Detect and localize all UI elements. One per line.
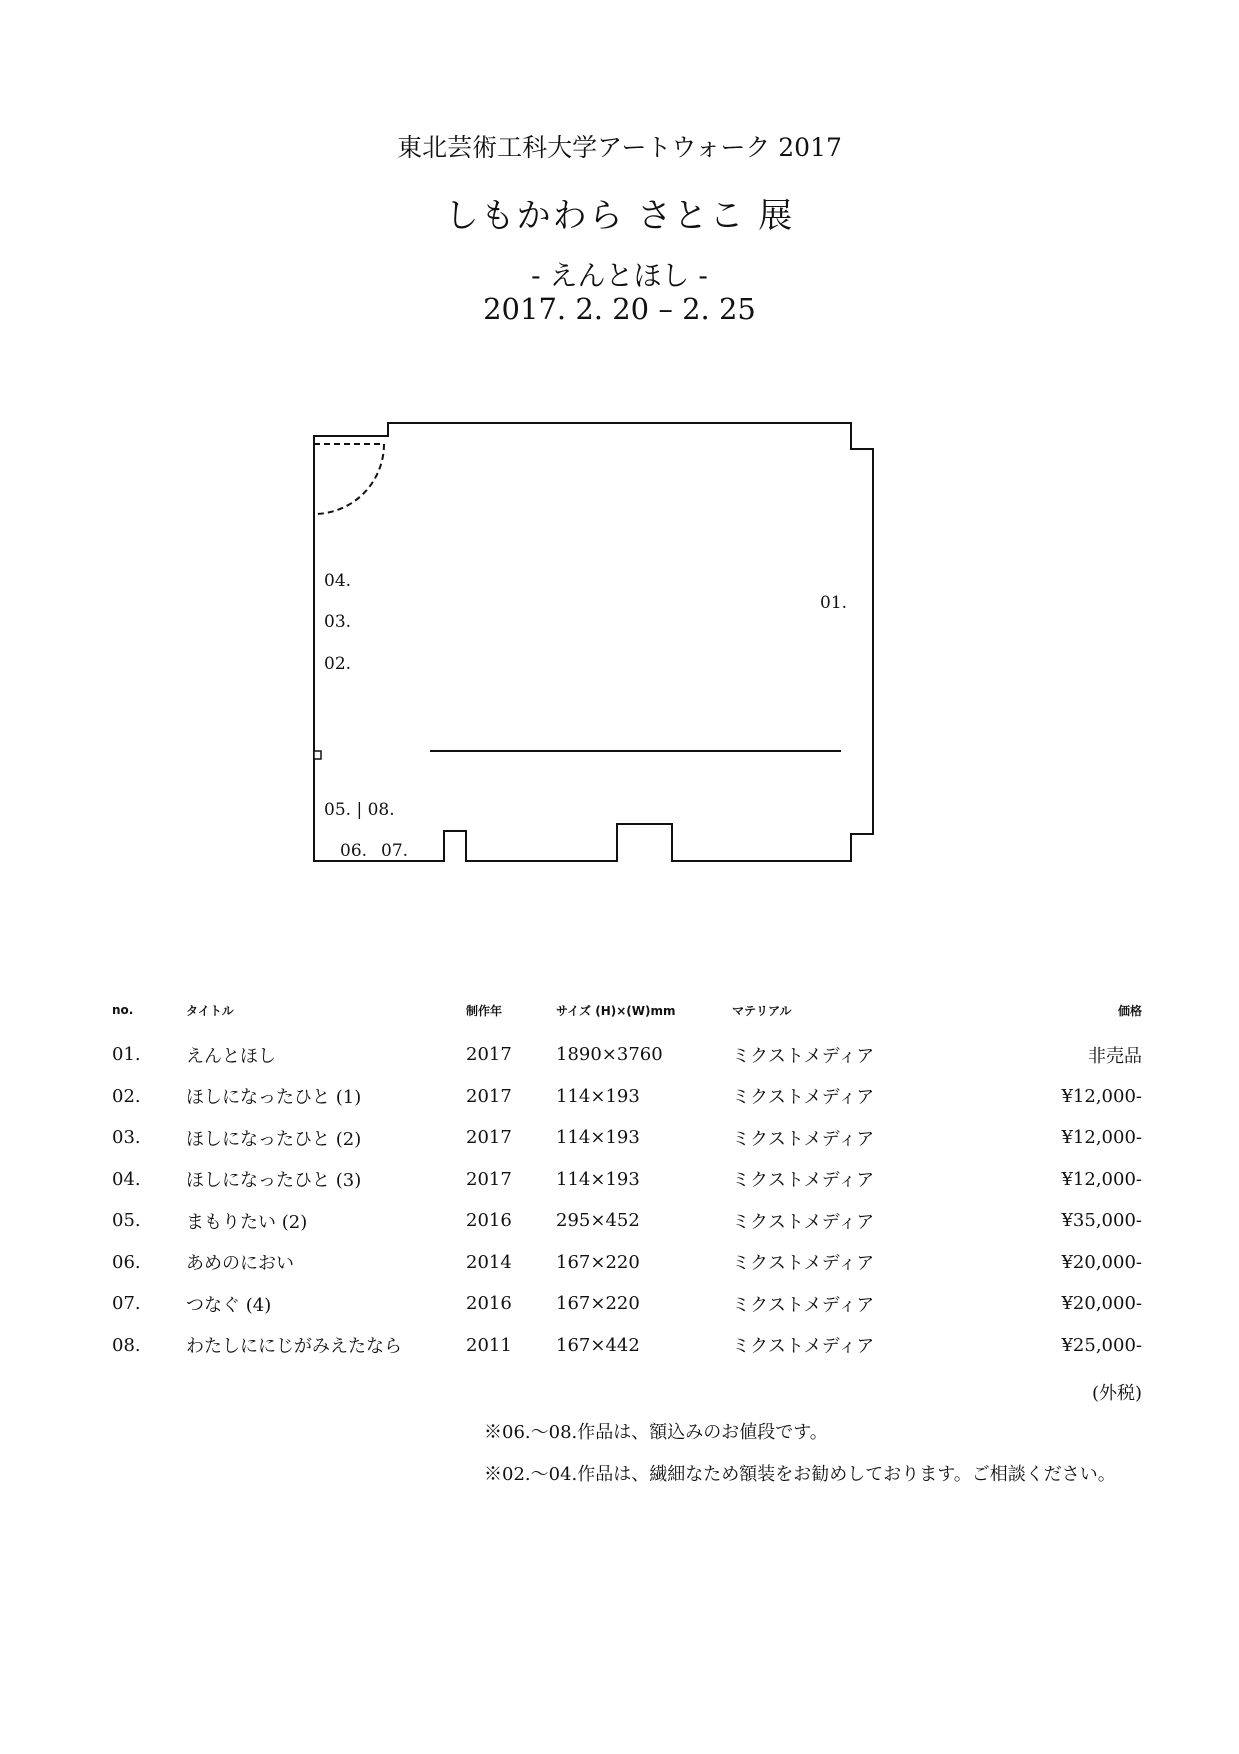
cell-material: ミクストメディア	[732, 1294, 875, 1316]
cell-no: 08.	[112, 1334, 141, 1356]
cell-material: ミクストメディア	[732, 1253, 875, 1275]
cell-year: 2016	[466, 1210, 512, 1232]
cell-title: ほしになったひと (1)	[186, 1087, 362, 1109]
plan-label-03: 03.	[324, 612, 352, 632]
header-price: 価格	[1117, 1003, 1142, 1018]
cell-no: 07.	[112, 1293, 141, 1315]
table-row	[112, 1325, 1142, 1367]
exhibition-dates: 2017. 2. 20 – 2. 25	[483, 292, 756, 326]
table-row	[112, 1159, 1142, 1201]
cell-price: ¥25,000-	[1061, 1334, 1142, 1356]
cell-year: 2017	[466, 1168, 512, 1190]
header-year: 制作年	[466, 1003, 503, 1018]
plan-label-04: 04.	[324, 571, 352, 591]
tax-note: (外税)	[1091, 1383, 1142, 1404]
cell-no: 01.	[112, 1044, 141, 1066]
floor-plan-door	[314, 444, 384, 514]
header-no: no.	[112, 1003, 134, 1017]
cell-material: ミクストメディア	[732, 1211, 875, 1233]
cell-size: 167×220	[556, 1293, 640, 1315]
cell-material: ミクストメディア	[732, 1045, 875, 1067]
table-row	[112, 1076, 1142, 1118]
cell-material: ミクストメディア	[732, 1170, 875, 1192]
cell-no: 04.	[112, 1168, 141, 1190]
cell-title: ほしになったひと (2)	[186, 1128, 362, 1150]
cell-size: 295×452	[556, 1210, 640, 1232]
table-row	[112, 1242, 1142, 1284]
cell-price: ¥12,000-	[1061, 1127, 1142, 1149]
cell-price: ¥20,000-	[1061, 1251, 1142, 1273]
cell-price: 非売品	[1088, 1045, 1142, 1067]
cell-material: ミクストメディア	[732, 1087, 875, 1109]
cell-material: ミクストメディア	[732, 1128, 875, 1150]
plan-label-07: 07.	[381, 841, 409, 861]
cell-year: 2016	[466, 1293, 512, 1315]
cell-year: 2014	[466, 1251, 512, 1273]
table-row	[112, 1117, 1142, 1159]
header-material: マテリアル	[732, 1003, 792, 1018]
cell-price: ¥35,000-	[1061, 1210, 1142, 1232]
cell-title: わたしににじがみえたなら	[186, 1336, 402, 1358]
event-title: 東北芸術工科大学アートウォーク 2017	[397, 133, 842, 162]
plan-label-01: 01.	[820, 593, 848, 613]
cell-title: えんとほし	[186, 1045, 276, 1067]
floor-plan	[300, 410, 880, 870]
table-row	[112, 1200, 1142, 1242]
floor-plan-outlet	[314, 751, 321, 759]
table-header-row	[112, 1000, 1142, 1034]
cell-year: 2017	[466, 1044, 512, 1066]
plan-label-02: 02.	[324, 654, 352, 674]
cell-no: 02.	[112, 1085, 141, 1107]
table-row	[112, 1283, 1142, 1325]
floor-plan-walls	[314, 423, 873, 861]
header-title: タイトル	[186, 1003, 234, 1018]
cell-no: 05.	[112, 1210, 141, 1232]
frame-note: ※06.〜08.作品は、額込みのお値段です。	[484, 1422, 828, 1443]
cell-material: ミクストメディア	[732, 1336, 875, 1358]
cell-price: ¥12,000-	[1061, 1168, 1142, 1190]
header-size: サイズ (H)×(W)mm	[556, 1003, 676, 1018]
cell-size: 114×193	[556, 1168, 640, 1190]
table-row	[112, 1034, 1142, 1076]
cell-year: 2017	[466, 1127, 512, 1149]
cell-title: あめのにおい	[186, 1253, 294, 1275]
cell-price: ¥20,000-	[1061, 1293, 1142, 1315]
plan-label-05-08: 05. | 08.	[324, 800, 395, 820]
cell-size: 1890×3760	[556, 1044, 663, 1066]
cell-price: ¥12,000-	[1061, 1085, 1142, 1107]
cell-no: 06.	[112, 1251, 141, 1273]
framing-recommendation-note: ※02.〜04.作品は、繊細なため額装をお勧めしております。ご相談ください。	[484, 1464, 1116, 1485]
cell-size: 167×442	[556, 1334, 640, 1356]
exhibition-subtitle: - えんとほし -	[531, 259, 708, 292]
works-table	[112, 1000, 1142, 1366]
plan-label-06: 06.	[340, 841, 368, 861]
cell-title: つなぐ (4)	[186, 1294, 272, 1316]
cell-year: 2011	[466, 1334, 512, 1356]
exhibition-title: しもかわら さとこ 展	[444, 196, 795, 236]
cell-size: 114×193	[556, 1127, 640, 1149]
cell-year: 2017	[466, 1085, 512, 1107]
cell-no: 03.	[112, 1127, 141, 1149]
cell-size: 167×220	[556, 1251, 640, 1273]
cell-title: まもりたい (2)	[186, 1211, 308, 1233]
cell-title: ほしになったひと (3)	[186, 1170, 362, 1192]
cell-size: 114×193	[556, 1085, 640, 1107]
